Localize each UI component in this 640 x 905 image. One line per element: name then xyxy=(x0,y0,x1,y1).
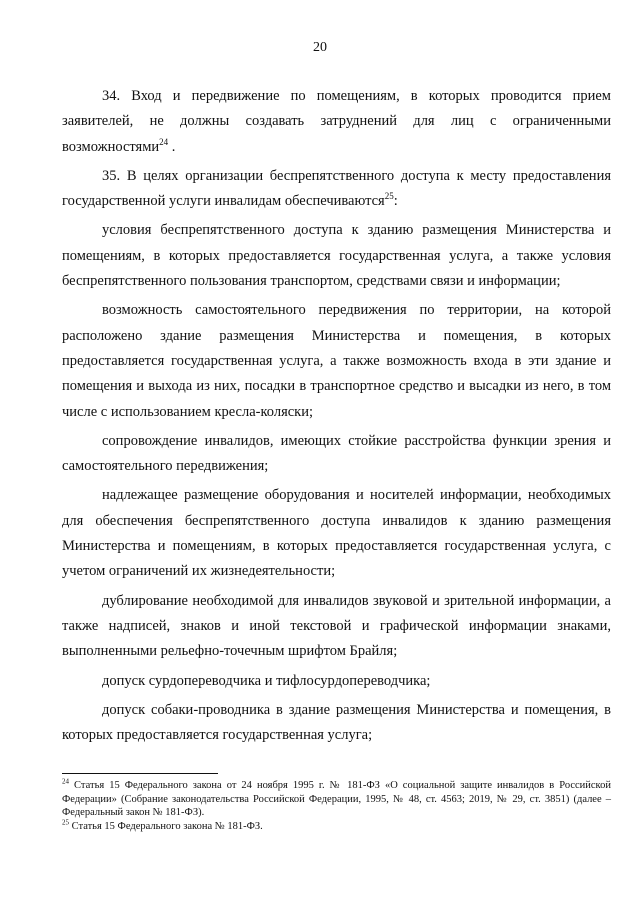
footnote-ref: 25 xyxy=(384,191,394,202)
footnote-mark: 25 xyxy=(62,818,69,826)
footnote-mark: 24 xyxy=(62,777,69,786)
paragraph-guide-dog: допуск собаки-проводника в здание размещения Министерства и помещения, в которых предоставляется государственная услуга; xyxy=(62,701,611,744)
paragraph-text: 35. В целях организации беспрепятственного доступа к месту предоставления государственной услуги инвалидам обеспечиваются xyxy=(62,167,611,210)
paragraph-equipment: надлежащее размещение оборудования и носителей информации, необходимых для обеспечения беспрепятственного доступа инвалидов к зданию размещения Министерства и помещениям, в которых предоставляется государственная услуга, с учетом ограничений их жизнедеятельности; xyxy=(62,487,611,580)
footnote-text: Статья 15 Федерального закона № 181-ФЗ. xyxy=(69,820,263,832)
paragraph-escort: сопровождение инвалидов, имеющих стойкие расстройства функции зрения и самостоятельного передвижения; xyxy=(62,432,611,475)
footnote-ref: 24 xyxy=(159,136,169,147)
paragraph-braille: дублирование необходимой для инвалидов звуковой и зрительной информации, а также надписей, знаков и иной текстовой и графической информации знаками, выполненными рельефно-точечным шрифтом Брайля; xyxy=(62,592,611,660)
footnote-25 xyxy=(62,820,611,834)
footnotes xyxy=(62,779,611,833)
paragraph-35 xyxy=(62,164,611,215)
footnote-text: Статья 15 Федерального закона от 24 ноября 1995 г. № 181-ФЗ «О социальной защите инвалидов в Российской Федерации» (Собрание законодательства Российской Федерации, 1995, № 48, ст. 4563; 2019, № 29, ст. 3851) (далее – Федеральный закон № 181-ФЗ). xyxy=(62,780,611,818)
body-text xyxy=(62,84,611,752)
paragraph-34 xyxy=(62,84,611,160)
footnote-divider xyxy=(62,773,218,774)
page-number: 20 xyxy=(313,40,327,55)
footnote-24 xyxy=(62,779,611,820)
paragraph-tail: . xyxy=(168,138,176,155)
paragraph-tail: : xyxy=(393,193,398,210)
paragraph-text: 34. Вход и передвижение по помещениям, в которых проводится прием заявителей, не должны создавать затруднений для лиц с ограниченными возможностями xyxy=(62,88,611,155)
paragraph-interpreter: допуск сурдопереводчика и тифлосурдопереводчика; xyxy=(102,672,431,689)
paragraph-movement: возможность самостоятельного передвижения по территории, на которой расположено здание размещения Министерства и помещения, в которых предоставляется государственная услуга, а также возможность входа в эти здание и помещения и выхода из них, посадки в транспортное средство и высадки из него, в том числе с использованием кресла-коляски; xyxy=(62,302,611,420)
paragraph-access-conditions: условия беспрепятственного доступа к зданию размещения Министерства и помещениям, в которых предоставляется государственная услуга, а также условия беспрепятственного пользования транспортом, средствами связи и информации; xyxy=(62,222,611,290)
